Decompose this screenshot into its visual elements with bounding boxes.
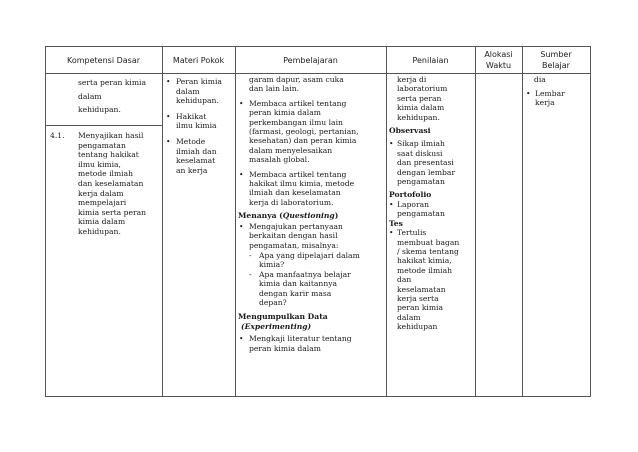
text-line: depan?	[259, 297, 287, 307]
text-line: metode ilmiah	[78, 169, 133, 179]
text-line: dan presentasi	[397, 158, 454, 168]
header-sumber-line1: Sumber	[540, 50, 572, 59]
text-line: kerja serta	[397, 293, 439, 303]
activity-item	[238, 170, 385, 208]
bullet-icon: •	[166, 77, 171, 86]
bullet-icon: •	[166, 136, 171, 146]
mengumpulkan-heading: Mengumpulkan Data	[238, 312, 328, 322]
questioning-term: Questioning	[282, 211, 335, 221]
penilaian-content	[389, 75, 474, 332]
materi-item	[165, 112, 234, 131]
materi-pokok-list	[165, 77, 234, 175]
text-line: kerja dalam	[78, 188, 124, 198]
question-example	[238, 270, 385, 308]
text-line: dengan karir masa	[259, 288, 332, 298]
bullet-icon: •	[526, 88, 531, 98]
text-line: peran kimia	[397, 303, 444, 313]
text-line: Metode	[176, 136, 206, 146]
assessment-item	[389, 228, 474, 331]
table-border-top	[45, 46, 591, 47]
sumber-belajar-content	[526, 75, 588, 108]
text-line: kesehatan) dan peran kimia	[249, 136, 357, 146]
text-line: keselamat	[176, 156, 216, 166]
text-line: dalam menyelesaikan	[249, 145, 333, 155]
text-line: kimia dan kaitannya	[259, 279, 338, 289]
pembelajaran-content	[238, 75, 385, 353]
text-line: ilmiah dan	[176, 146, 217, 156]
sumber-continuation: dia	[534, 75, 546, 84]
col-divider-4	[475, 46, 476, 397]
table-border-right	[590, 46, 591, 397]
menanya-label: Menanya (	[238, 211, 283, 221]
text-line: kerja di laboratorium.	[249, 197, 334, 207]
text-line: (farmasi, geologi, pertanian,	[249, 127, 359, 137]
text-line: Hakikat	[176, 111, 207, 121]
bullet-icon: •	[389, 199, 394, 209]
text-line: dan	[397, 275, 412, 285]
pembelajaran-continuation	[238, 75, 385, 94]
bullet-icon: •	[239, 221, 244, 231]
text-line: dan keselamatan	[78, 178, 144, 188]
kd-row-divider	[45, 125, 162, 126]
experimenting-term: (Experimenting)	[241, 321, 312, 331]
text-line: hakikat ilmu kimia, metode	[249, 179, 355, 189]
activity-item	[238, 222, 385, 250]
text-line: ilmiah dan keselamatan	[249, 188, 341, 198]
menanya-close: )	[334, 211, 339, 221]
rpp-table	[45, 46, 591, 397]
assessment-item	[389, 139, 474, 186]
table-border-bottom	[45, 396, 591, 397]
col-divider-3	[386, 46, 387, 397]
text-line: peran kimia dalam	[249, 343, 321, 353]
text-line: masalah global.	[249, 155, 310, 165]
text-line: Laporan	[397, 199, 430, 209]
text-line: kerja	[535, 98, 555, 108]
text-line: Mengkaji literatur tentang	[249, 334, 352, 344]
text-line: ilmu kimia,	[78, 159, 121, 169]
text-line: kimia?	[259, 260, 285, 270]
text-line: kehidupan.	[78, 105, 121, 114]
text-line: Sikap ilmiah	[397, 139, 445, 149]
bullet-icon: •	[166, 111, 171, 121]
text-line: keselamatan	[397, 284, 446, 294]
text-line: ilmu kimia	[176, 121, 217, 131]
header-divider	[45, 73, 591, 74]
penilaian-continuation	[389, 75, 474, 122]
text-line: kehidupan.	[176, 96, 219, 106]
text-line: an kerja	[176, 165, 208, 175]
header-alokasi-line1: Alokasi	[484, 50, 513, 59]
table-border-left	[45, 46, 46, 397]
text-line: berkaitan dengan hasil	[249, 231, 338, 241]
header-penilaian: Penilaian	[412, 56, 449, 65]
question-example	[238, 251, 385, 270]
text-line: hakikat kimia,	[397, 256, 452, 266]
text-line: Peran kimia	[176, 77, 222, 86]
col-divider-2	[235, 46, 236, 397]
text-line: kerja di	[397, 75, 427, 84]
header-materi: Materi Pokok	[172, 56, 225, 65]
col-divider-1	[162, 46, 163, 397]
text-line: perkembangan ilmu lain	[249, 117, 343, 127]
text-line: metode ilmiah	[397, 265, 452, 275]
activity-item	[238, 99, 385, 165]
text-line: Membaca artikel tentang	[249, 169, 347, 179]
header-alokasi-waktu	[475, 49, 522, 71]
sumber-item	[526, 89, 588, 108]
text-line: dengan lembar	[397, 167, 456, 177]
materi-item	[165, 137, 234, 175]
header-sumber-line2: Belajar	[542, 61, 570, 70]
text-line: pengamatan	[397, 177, 445, 187]
activity-item	[238, 334, 385, 353]
text-line: / skema tentang	[397, 246, 459, 256]
materi-item	[165, 77, 234, 106]
header-pembelajaran: Pembelajaran	[283, 56, 338, 65]
text-line: Membaca artikel tentang	[249, 98, 347, 108]
header-alokasi-line2: Waktu	[485, 61, 512, 70]
tes-heading: Tes	[389, 218, 403, 228]
text-line: kimia serta peran	[78, 207, 147, 217]
bullet-icon: •	[239, 334, 244, 344]
text-line: dalam	[78, 91, 102, 101]
header-sumber-belajar	[522, 49, 590, 71]
text-line: Mengajukan pertanyaan	[249, 221, 343, 231]
col-divider-5	[522, 46, 523, 397]
text-line: Lembar	[535, 88, 565, 98]
kompetensi-continuation	[78, 76, 160, 117]
text-line: kehidupan	[397, 322, 438, 332]
text-line: kimia dalam	[78, 217, 126, 227]
kd-4-1-text	[78, 131, 161, 237]
observasi-heading: Observasi	[389, 126, 431, 136]
bullet-icon: •	[389, 139, 394, 149]
text-line: tentang hakikat	[78, 150, 139, 160]
header-kompetensi: Kompetensi Dasar	[66, 56, 141, 65]
text-line: Menyajikan hasil	[78, 131, 144, 140]
assessment-item	[389, 200, 474, 219]
dash-marker: -	[249, 269, 252, 279]
text-line: dalam	[397, 312, 421, 322]
text-line: peran kimia dalam	[249, 108, 321, 118]
text-line: kehidupan.	[78, 226, 121, 236]
text-line: membuat bagan	[397, 237, 460, 247]
bullet-icon: •	[239, 98, 244, 108]
text-line: laboratorium	[397, 84, 448, 94]
text-line: serta peran kimia	[78, 78, 147, 87]
text-line: Apa yang dipelajari dalam	[259, 250, 360, 260]
text-line: pengamatan	[78, 140, 126, 150]
text-line: kehidupan.	[397, 112, 440, 122]
text-line: pengamatan, misalnya:	[249, 240, 339, 250]
bullet-icon: •	[239, 169, 244, 179]
text-line: dan lain lain.	[249, 84, 300, 94]
text-line: mempelajari	[78, 198, 127, 208]
text-line: pengamatan	[397, 209, 445, 219]
text-line: saat diskusi	[397, 148, 443, 158]
text-line: garam dapur, asam cuka	[249, 75, 344, 84]
text-line: serta peran	[397, 93, 442, 103]
text-line: dalam	[176, 86, 200, 96]
kd-number: 4.1.	[50, 131, 65, 140]
bullet-icon: •	[389, 228, 394, 238]
text-line: kimia dalam	[397, 103, 445, 113]
menanya-heading	[238, 211, 385, 220]
dash-marker: -	[249, 250, 252, 260]
portofolio-heading: Portofolio	[389, 190, 432, 200]
text-line: Apa manfaatnya belajar	[259, 269, 351, 279]
text-line: Tertulis	[397, 228, 427, 238]
